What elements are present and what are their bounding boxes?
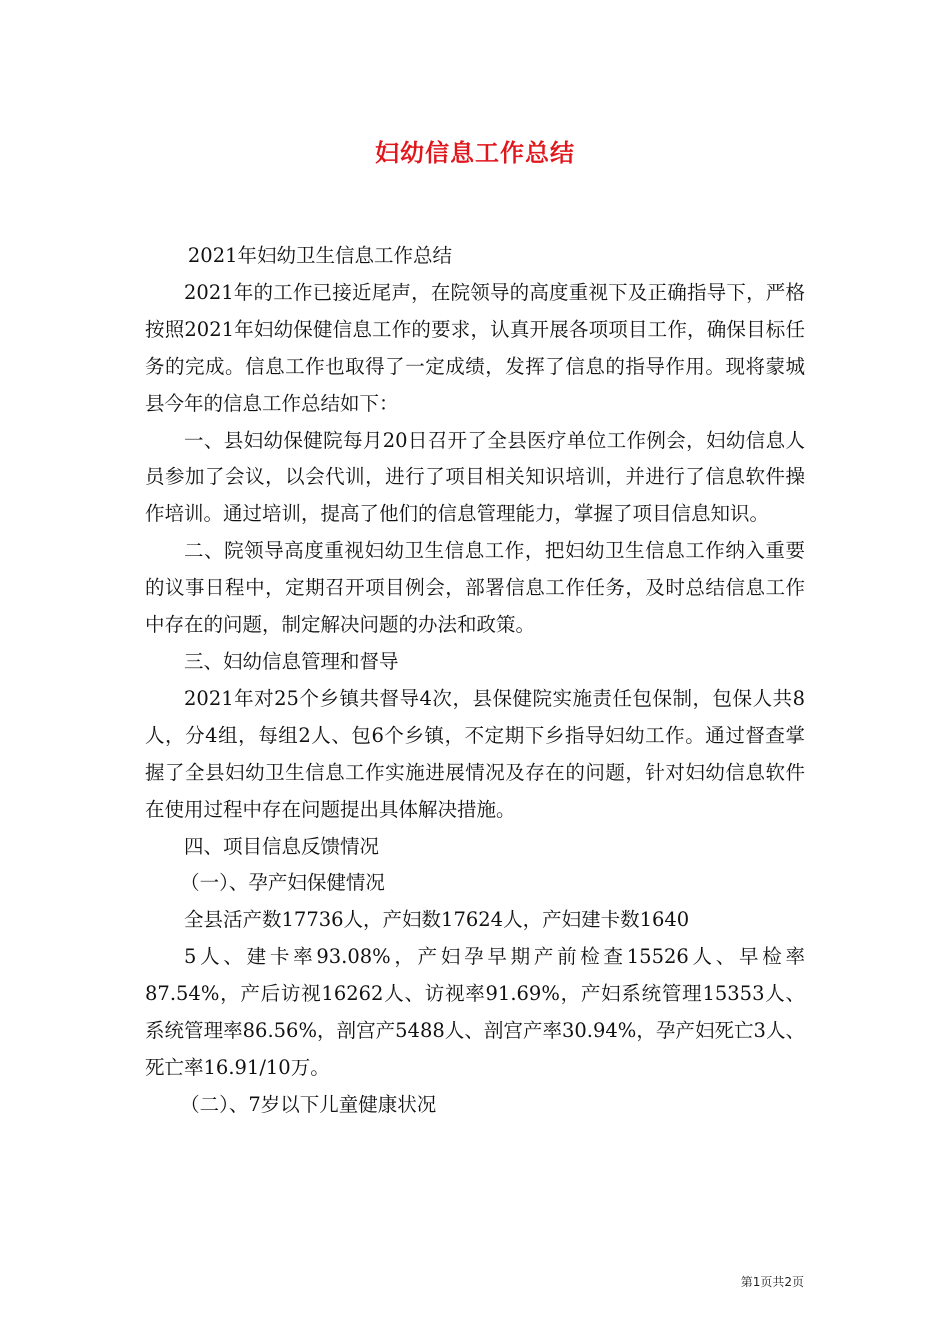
document-body [145,238,805,1124]
section-three-paragraph: 2021年对25个乡镇共督导4次，县保健院实施责任包保制，包保人共8人，分4组，每组2人、包6个乡镇，不定期下乡指导妇幼工作。通过督查掌握了全县妇幼卫生信息工作实施进展情况及存在的问题，针对妇幼信息软件在使用过程中存在问题提出具体解决措施。 [145,686,805,821]
subtitle-paragraph: 2021年妇幼卫生信息工作总结 [187,244,453,267]
section-two-paragraph: 二、院领导高度重视妇幼卫生信息工作，把妇幼卫生信息工作纳入重要的议事日程中，定期召开项目例会，部署信息工作任务，及时总结信息工作中存在的问题，制定解决问题的办法和政策。 [145,539,805,637]
maternal-stats-paragraph: 5人、建卡率93.08%，产妇孕早期产前检查15526人、早检率87.54%，产后访视16262人、访视率91.69%，产妇系统管理15353人、系统管理率86.56%，剖宫产5488人、剖宫产率30.94%，孕产妇死亡3人、死亡率16.91/10万。 [145,945,805,1079]
document-title: 妇幼信息工作总结 [375,139,575,167]
maternal-stats-line: 全县活产数17736人，产妇数17624人，产妇建卡数1640 [184,908,690,932]
subsection-child-heading: （二）、7岁以下儿童健康状况 [180,1092,437,1116]
section-three-heading: 三、妇幼信息管理和督导 [184,649,399,673]
section-four-heading: 四、项目信息反馈情况 [184,834,380,858]
page-number: 第1页共2页 [740,1275,804,1289]
subsection-maternal-heading: （一）、孕产妇保健情况 [180,871,385,895]
intro-paragraph: 2021年的工作已接近尾声，在院领导的高度重视下及正确指导下，严格按照2021年妇幼保健信息工作的要求，认真开展各项项目工作，确保目标任务的完成。信息工作也取得了一定成绩，发挥了信息的指导作用。现将蒙城县今年的信息工作总结如下： [145,280,805,415]
section-one-paragraph: 一、县妇幼保健院每月20日召开了全县医疗单位工作例会，妇幼信息人员参加了会议，以会代训，进行了项目相关知识培训，并进行了信息软件操作培训。通过培训，提高了他们的信息管理能力，掌握了项目信息知识。 [145,428,805,526]
